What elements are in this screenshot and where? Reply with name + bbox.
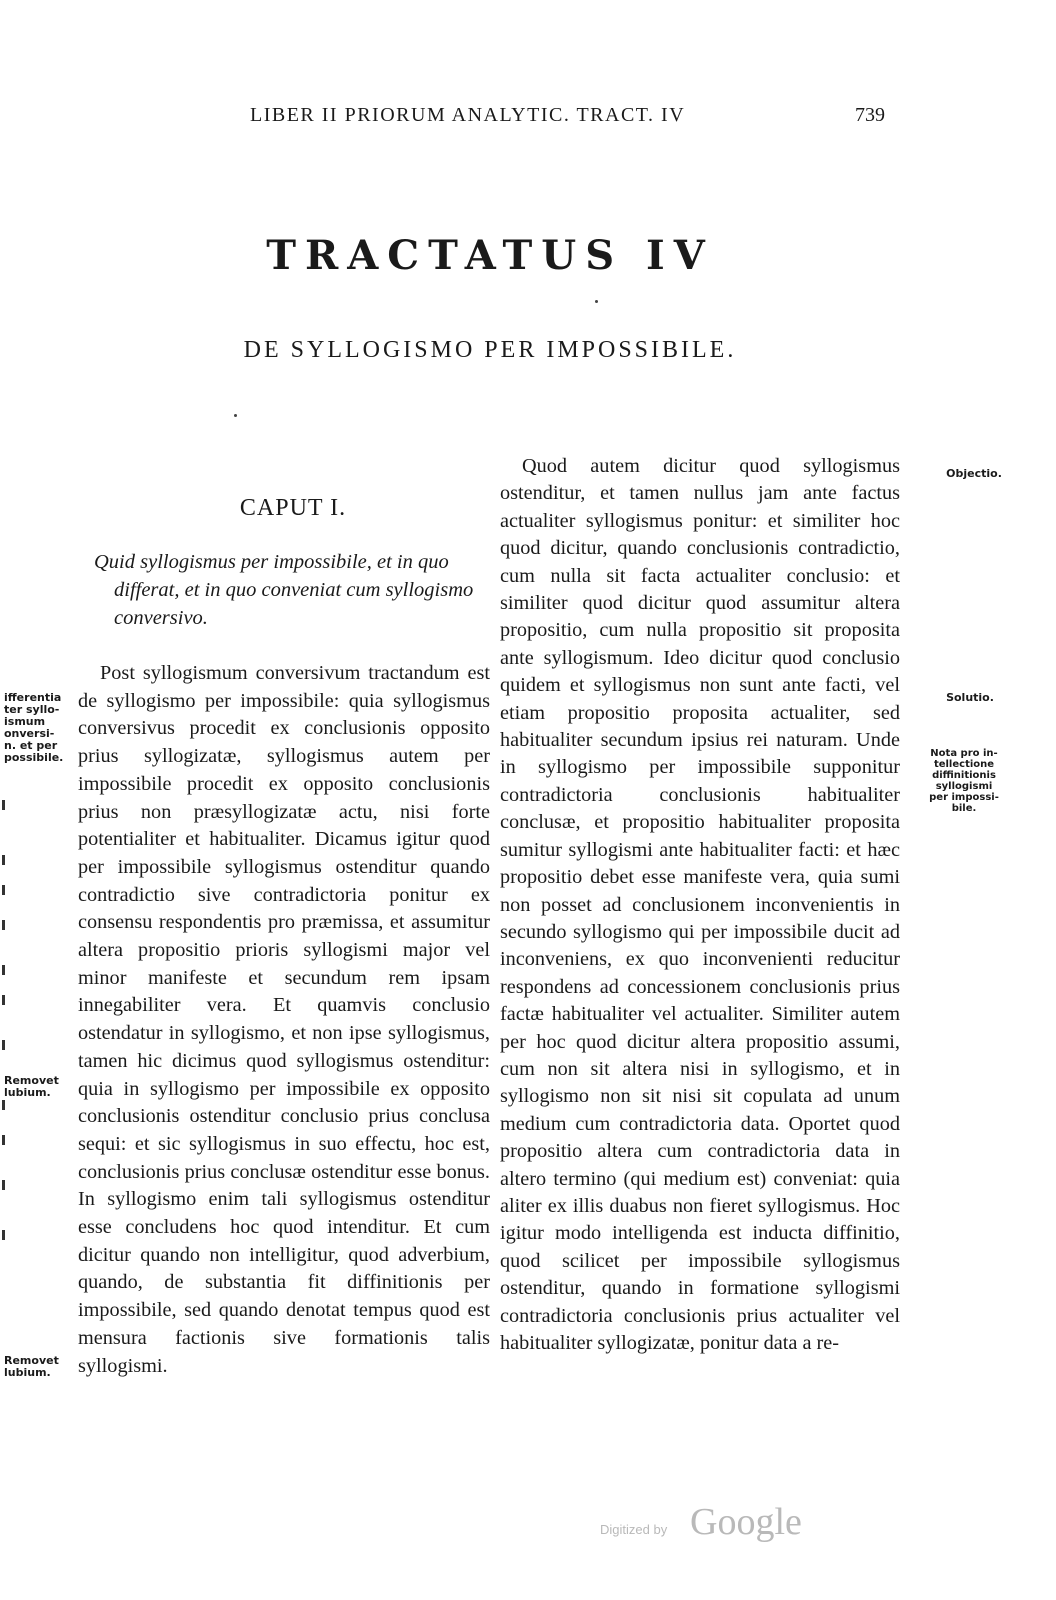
- edge-mark: [2, 800, 5, 810]
- chapter-summary: Quid syllogismus per impossibile, et in quo differat, et in quo conveniat cum syllogismo conversivo.: [94, 551, 474, 629]
- left-paragraph: Post syllogismum conversivum tractandum est de syllogismo per impossibile: quia syllogismus conversivus procedit ex conclusionis opposito prius syllogizatæ, syllogismus autem per impossibile procedit ex opposito conclusionis prius non præsyllogizatæ actu, nisi forte potentialiter et habitualiter. Dicamus igitur quod per impossibile syllogismus ostenditur quando contradictio sive contradictoria ponitur ex consensu respondentis pro præmissa, et assumitur altera propositio prioris syllogismi major vel minor manifeste et secundum rem ipsam innegabiliter vera. Et quamvis conclusio ostendatur in syllogismo, et non ipse syllogismus, tamen hic dicimus quod syllogismus ostenditur: quia in syllogismo per impossibile ex opposito conclusionis ostenditur conclusio prius conclusa sequi: et sic syllogismus in suo effectu, hoc est, conclusionis prius conclusæ ostenditur esse bonus. In syllogismo enim tali syllogismus ostenditur esse concludens hoc quod intenditur. Et cum dicitur quando non intelligitur, quod adverbium, quando, de substantia fit diffinitionis per impossibile, sed quando denotat tempus quod est mensura factionis sive formationis talis syllogismi.: [78, 662, 490, 1377]
- margin-note-nota: [918, 748, 1010, 814]
- print-speck: [234, 414, 237, 417]
- print-speck: [595, 300, 598, 303]
- edge-mark: [2, 1040, 5, 1050]
- tract-title: TRACTATUS IV: [266, 232, 714, 279]
- edge-mark: [2, 855, 5, 865]
- running-title: LIBER II PRIORUM ANALYTIC. TRACT. IV: [250, 104, 686, 126]
- edge-mark: [2, 995, 5, 1005]
- chapter-heading: CAPUT I.: [239, 495, 347, 521]
- margin-note-removet-2: [4, 1355, 74, 1379]
- page-number: 739: [855, 104, 885, 126]
- margin-note-text: Solutio.: [946, 691, 994, 704]
- margin-note-text: Removet lubium.: [4, 1354, 59, 1379]
- google-logo: Google: [690, 1501, 802, 1543]
- margin-note-differentia: [4, 692, 74, 764]
- margin-note-text: Nota pro in- tellectione diffinitionis syllogismi per impossi- bile.: [929, 748, 999, 814]
- edge-mark: [2, 1100, 5, 1110]
- running-head: [0, 104, 1056, 134]
- margin-note-solutio: [924, 692, 1016, 704]
- tract-subtitle: DE SYLLOGISMO PER IMPOSSIBILE.: [243, 337, 737, 363]
- watermark-prefix: Digitized by: [600, 1522, 668, 1537]
- right-column: [500, 453, 900, 1357]
- edge-mark: [2, 1180, 5, 1190]
- margin-note-text: ifferentia ter syllo- ismum onversi- n. et per possibile.: [4, 691, 64, 764]
- margin-note-text: Objectio.: [946, 467, 1002, 480]
- digitized-watermark: [600, 1500, 840, 1550]
- margin-note-removet-1: [4, 1075, 74, 1099]
- page-edge-marks: [2, 780, 10, 1280]
- edge-mark: [2, 965, 5, 975]
- edge-mark: [2, 1135, 5, 1145]
- right-paragraph: Quod autem dicitur quod syllogismus ostenditur, et tamen nullus jam ante factus actualiter syllogismus ponitur: et similiter hoc quod dicitur, quando conclusionis contradictio, cum nulla sit facta actualiter conclusio: et similiter quod dicitur quod assumitur altera propositio, cum nulla propositio sit proposita ante syllogismum. Ideo dicitur quod conclusio quidem et syllogismus non sunt ante facti, vel etiam propositio proposita actualiter, sed habitualiter secundum ipsius rei naturam. Unde in syllogismo per impossibile supponitur contradictoria conclusionis habitualiter conclusæ, et propositio habitualiter proposita sumitur syllogismi ante habitualiter facti: et hæc propositio debet esse manifeste vera, quia sumi non posset ad conclusionem inconvenientis in secundo syllogismo qui per impossibile ducit ad inconveniens, ex quo inconvenienti reducitur respondens ad concessionem conclusionis prius factæ habitualiter vel actualiter. Similiter autem per hoc quod dicitur altera propositio assumi, cum non sit altera nisi in syllogismo, et in syllogismo non sit nisi sit copulata ad unum medium cum contradictoria data. Oportet quod propositio altera cum contradictoria data in altero termino (qui medium est) conveniat: quia aliter ex illis duabus non fieret syllogismus. Hoc igitur modo intelligenda est inducta diffinitio, quod scilicet per impossibile syllogismus ostenditur, quando in formatione syllogismi contradictoria conclusionis prius actualiter vel habitualiter syllogizatæ, ponitur data a re-: [500, 455, 900, 1354]
- edge-mark: [2, 885, 5, 895]
- left-column: [78, 495, 490, 1380]
- edge-mark: [2, 1230, 5, 1240]
- margin-note-text: Removet lubium.: [4, 1074, 59, 1099]
- margin-note-objectio: [928, 468, 1020, 480]
- edge-mark: [2, 920, 5, 930]
